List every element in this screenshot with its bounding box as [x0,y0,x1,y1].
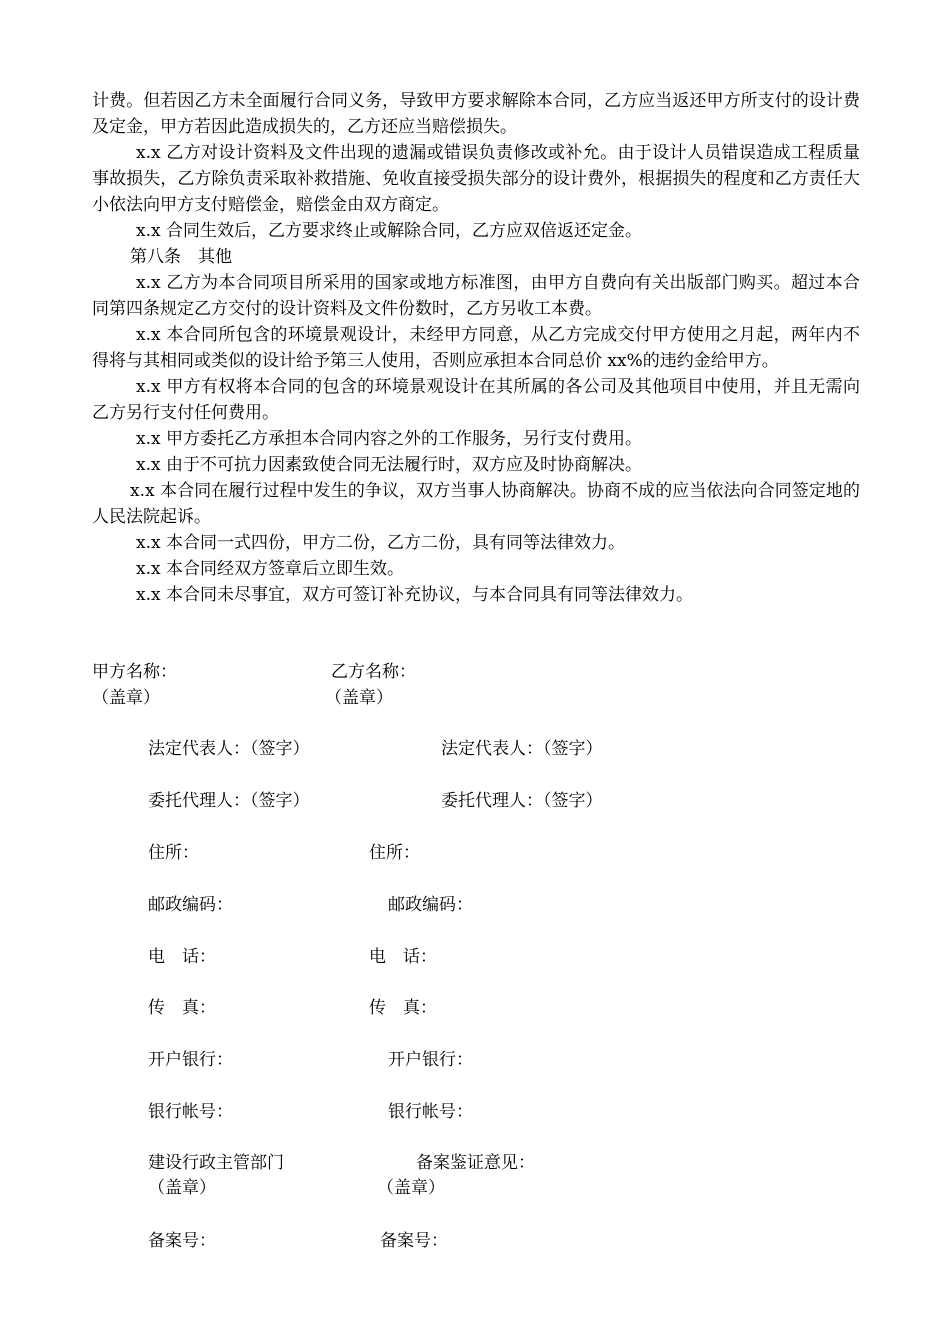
paragraph-termination: x.x 合同生效后，乙方要求终止或解除合同，乙方应双倍返还定金。 [136,221,642,241]
party-a-account: 银行帐号： [148,1102,233,1122]
paragraph-effective: x.x 本合同经双方签章后立即生效。 [136,559,404,579]
paragraph-supplement: x.x 本合同未尽事宜，双方可签订补充协议，与本合同具有同等法律效力。 [136,585,693,605]
party-b-seal-label: （盖章） [325,688,393,708]
paragraph-force-majeure: x.x 由于不可抗力因素致使合同无法履行时，双方应及时协商解决。 [136,455,642,475]
filing-seal-label: （盖章） [377,1178,445,1198]
party-a-filing-no: 备案号： [148,1231,216,1251]
party-a-postcode: 邮政编码： [148,895,233,915]
paragraph-fee-refund: 计费。但若因乙方未全面履行合同义务，导致甲方要求解除本合同，乙方应当返还甲方所支付的设计费及定金，甲方若因此造成损失的，乙方还应当赔偿损失。 [92,91,860,137]
paragraph-disputes: x.x 本合同在履行过程中发生的争议，双方当事人协商解决。协商不成的应当依法向合同签定地的人民法院起诉。 [92,481,860,527]
paragraph-standard-drawings: x.x 乙方为本合同项目所采用的国家或地方标准图，由甲方自费向有关出版部门购买。超过本合同第四条规定乙方交付的设计资料及文件份数时，乙方另收工本费。 [92,273,860,319]
party-b-address: 住所： [369,843,420,863]
party-a-seal-label: （盖章） [92,688,160,708]
paragraph-copies: x.x 本合同一式四份，甲方二份，乙方二份，具有同等法律效力。 [136,533,625,553]
party-a-bank: 开户银行： [148,1050,233,1070]
authority-label: 建设行政主管部门 [148,1153,284,1173]
authority-seal-label: （盖章） [148,1178,216,1198]
party-b-name-label: 乙方名称： [331,662,416,682]
article-8-heading: 第八条 其他 [130,247,232,267]
paragraph-extra-services: x.x 甲方委托乙方承担本合同内容之外的工作服务，另行支付费用。 [136,429,642,449]
party-a-fax: 传 真： [148,998,216,1018]
party-a-agent: 委托代理人：（签字） [148,791,310,811]
filing-opinion-label: 备案鉴证意见： [416,1153,535,1173]
paragraph-design-errors: x.x 乙方对设计资料及文件出现的遗漏或错误负责修改或补允。由于设计人员错误造成工程质量事故损失，乙方除负责采取补救措施、免收直接受损失部分的设计费外，根据损失的程度和乙方责任大小依法向甲方支付赔偿金，赔偿金由双方商定。 [92,143,860,215]
party-b-account: 银行帐号： [388,1102,473,1122]
party-b-bank: 开户银行： [388,1050,473,1070]
contract-body [92,88,860,608]
party-a-phone: 电 话： [148,947,216,967]
party-b-fax: 传 真： [369,998,437,1018]
party-b-legal-rep: 法定代表人：（签字） [441,739,603,759]
paragraph-design-exclusivity: x.x 本合同所包含的环境景观设计，未经甲方同意，从乙方完成交付甲方使用之月起，两年内不得将与其相同或类似的设计给予第三人使用，否则应承担本合同总价 xx%的违约金给甲方。 [92,325,860,371]
party-b-agent: 委托代理人：（签字） [441,791,603,811]
party-a-legal-rep: 法定代表人：（签字） [148,739,310,759]
party-b-filing-no: 备案号： [380,1231,448,1251]
party-a-address: 住所： [148,843,199,863]
party-b-postcode: 邮政编码： [388,895,473,915]
paragraph-usage-rights: x.x 甲方有权将本合同的包含的环境景观设计在其所属的各公司及其他项目中使用，并且无需向乙方另行支付任何费用。 [92,377,860,423]
party-b-phone: 电 话： [369,947,437,967]
party-a-name-label: 甲方名称： [92,662,177,682]
